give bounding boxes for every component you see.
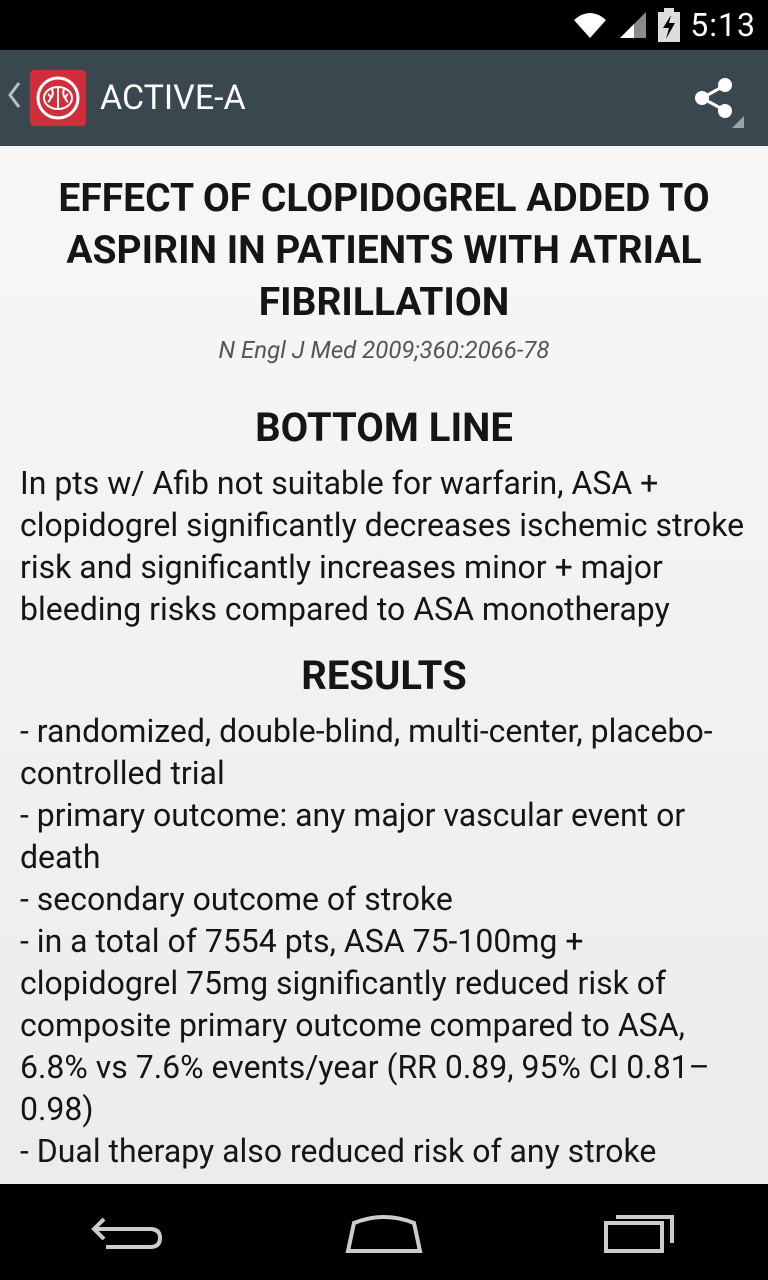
bottom-line-heading: BOTTOM LINE [255,404,513,451]
back-icon[interactable] [68,1202,188,1262]
cell-signal-icon [618,10,648,40]
results-heading: RESULTS [301,652,467,699]
article-citation: N Engl J Med 2009;360:2066-78 [218,336,550,364]
share-icon [690,72,746,128]
brain-icon[interactable] [30,70,86,126]
action-bar [0,50,768,146]
article-content[interactable] [0,146,768,1184]
battery-charging-icon [658,8,680,42]
bottom-line-text: In pts w/ Afib not suitable for warfarin, ASA + clopidogrel significantly decreases ischemic stroke risk and significantly increases minor + major bleeding risks compared to ASA monotherapy [20,464,745,628]
wifi-icon [572,10,608,40]
recent-apps-icon[interactable] [580,1202,700,1262]
app-title: ACTIVE-A [100,78,246,118]
share-button[interactable] [690,72,746,128]
home-icon[interactable] [324,1202,444,1262]
navigation-bar [0,1184,768,1280]
status-bar [0,0,768,50]
chevron-left-icon[interactable] [6,78,28,118]
results-text: - randomized, double-blind, multi-center, placebo-controlled trial - primary outcome: any major vascular event or death - secondary outcome of stroke - in a total of 7554 pts, ASA 75-100mg + clopidogrel 75mg significantly reduced risk of composite primary outcome compared to ASA, 6.8% vs 7.6% events/year (RR 0.89, 95% CI 0.81–0.98) - Dual therapy also reduced risk of any stroke [20,712,713,1170]
article-title: EFFECT OF CLOPIDOGREL ADDED TO ASPIRIN IN PATIENTS WITH ATRIAL FIBRILLATION [58,175,710,325]
clock: 5:13 [690,6,756,44]
